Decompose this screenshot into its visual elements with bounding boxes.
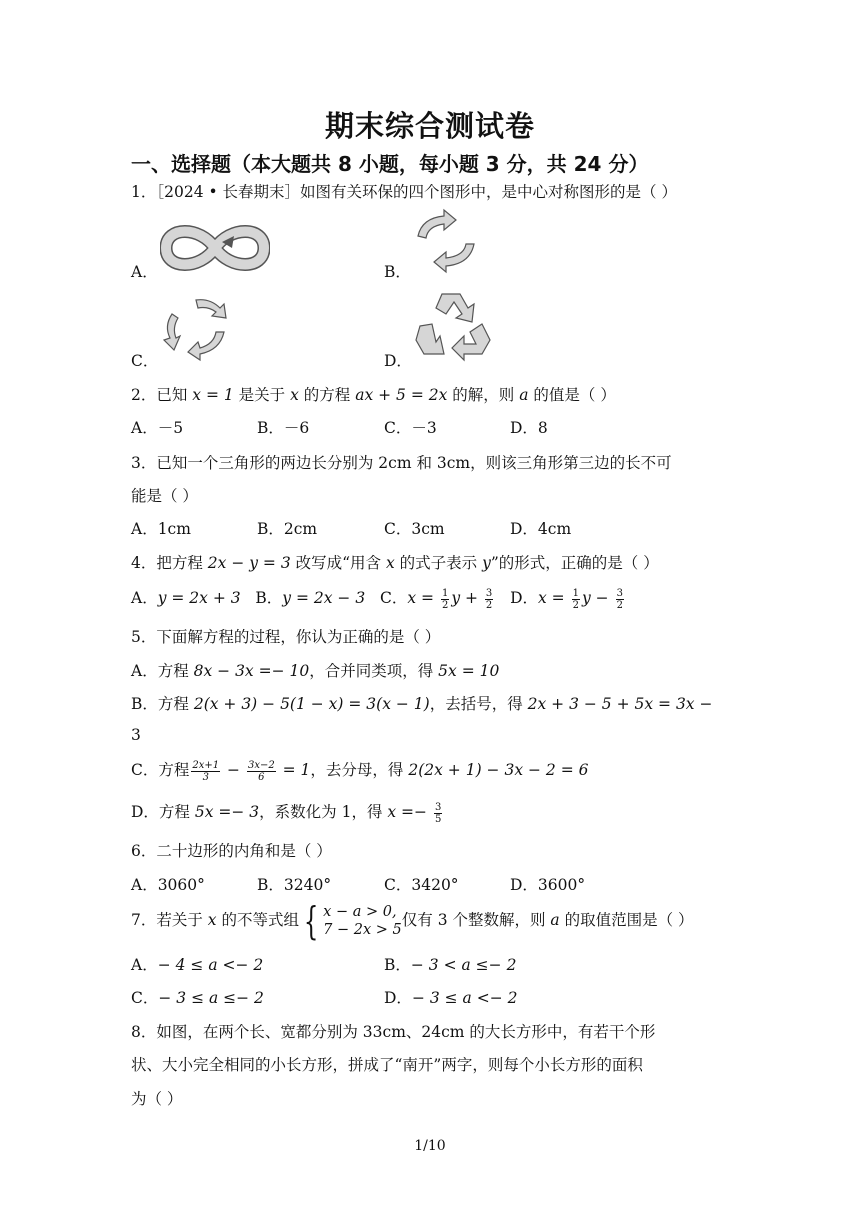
q7-option-b: B．− 3 < a ≤− 2 xyxy=(384,956,517,974)
q7-option-c: C．− 3 ≤ a ≤− 2 xyxy=(131,989,264,1007)
recycle-symbol-icon xyxy=(412,290,492,364)
q2-option-d: D．8 xyxy=(510,419,548,437)
q5-stem: 5．下面解方程的过程，你认为正确的是（ ） xyxy=(131,628,441,646)
q3-option-d: D．4cm xyxy=(510,520,572,538)
q3-stem-line2: 能是（ ） xyxy=(131,487,198,505)
q6-option-a: A．3060° xyxy=(131,876,205,894)
q5-option-a: A．方程 8x − 3x =− 10，合并同类项，得 5x = 10 xyxy=(131,662,500,680)
q2-stem: 2．已知 x = 1 是关于 x 的方程 ax + 5 = 2x 的解，则 a 的值是（ ） xyxy=(131,386,616,404)
three-arrows-cycle-icon xyxy=(158,292,236,364)
q1-option-d-label: D． xyxy=(384,352,412,370)
q8-stem-line3: 为（ ） xyxy=(131,1090,183,1108)
q4-stem: 4．把方程 2x − y = 3 改写成“用含 x 的式子表示 y”的形式，正确的是（ ） xyxy=(131,554,659,572)
q5-option-d: D．方程 5x =− 3，系数化为 1，得 x =− $\frac{3}{5}$ xyxy=(131,801,442,825)
q5-option-b: B．方程 2(x + 3) − 5(1 − x) = 3(x − 1)，去括号，得 2x + 3 − 5 + 5x = 3x − xyxy=(131,695,713,713)
q3-stem-line1: 3．已知一个三角形的两边长分别为 2cm 和 3cm，则该三角形第三边的长不可 xyxy=(131,454,672,472)
brace-symbol: { xyxy=(303,899,319,943)
q2-option-c: C．－3 xyxy=(384,419,437,437)
q5-option-c: C．方程 $\frac{2x+1}{3}$ − $\frac{3x-2}{6}$ = 1，去分母，得 2(2x + 1) − 3x − 2 = 6 xyxy=(131,759,589,783)
q2-option-a: A．－5 xyxy=(131,419,184,437)
inequality-system: x − a > 0, 7 − 2x > 5 xyxy=(323,904,402,938)
q4-options: A．y = 2x + 3 B．y = 2x − 3 C．x = $\frac{1}{2}$ y + $\frac{3}{2}$ D．x = $\frac{1}{2}$ y − $\frac{3}{2}$ xyxy=(131,587,623,611)
q3-option-a: A．1cm xyxy=(131,520,191,538)
q1-option-b-label: B． xyxy=(384,263,411,281)
q3-option-b: B．2cm xyxy=(257,520,318,538)
q3-option-c: C．3cm xyxy=(384,520,445,538)
q1-option-a-label: A． xyxy=(131,263,158,281)
q6-option-c: C．3420° xyxy=(384,876,459,894)
infinity-recycle-icon xyxy=(160,222,270,274)
q2-option-b: B．－6 xyxy=(257,419,310,437)
q5-option-b-line2: 3 xyxy=(131,726,141,744)
q8-stem-line2: 状、大小完全相同的小长方形，拼成了“南开”两字，则每个小长方形的面积 xyxy=(131,1056,643,1074)
q8-stem-line1: 8．如图，在两个长、宽都分别为 33cm、24cm 的大长方形中，有若干个形 xyxy=(131,1023,656,1041)
q7-option-d: D．− 3 ≤ a <− 2 xyxy=(384,989,518,1007)
q7-option-a: A．− 4 ≤ a <− 2 xyxy=(131,956,264,974)
q6-stem: 6．二十边形的内角和是（ ） xyxy=(131,842,332,860)
two-arrows-cycle-icon xyxy=(410,206,482,276)
q6-option-d: D．3600° xyxy=(510,876,586,894)
q6-option-b: B．3240° xyxy=(257,876,332,894)
section-heading: 一、选择题（本大题共 8 小题，每小题 3 分，共 24 分） xyxy=(131,152,649,176)
page-title: 期末综合测试卷 xyxy=(324,109,535,143)
q1-stem: 1．［2024 • 长春期末］如图有关环保的四个图形中，是中心对称图形的是（ ） xyxy=(131,183,677,201)
page-number: 1/10 xyxy=(414,1138,446,1154)
q1-option-c-label: C． xyxy=(131,352,159,370)
q7-stem: 7．若关于 x 的不等式组 { x − a > 0, 7 − 2x > 5 仅有 3 个整数解，则 a 的取值范围是（ ） xyxy=(131,899,694,943)
